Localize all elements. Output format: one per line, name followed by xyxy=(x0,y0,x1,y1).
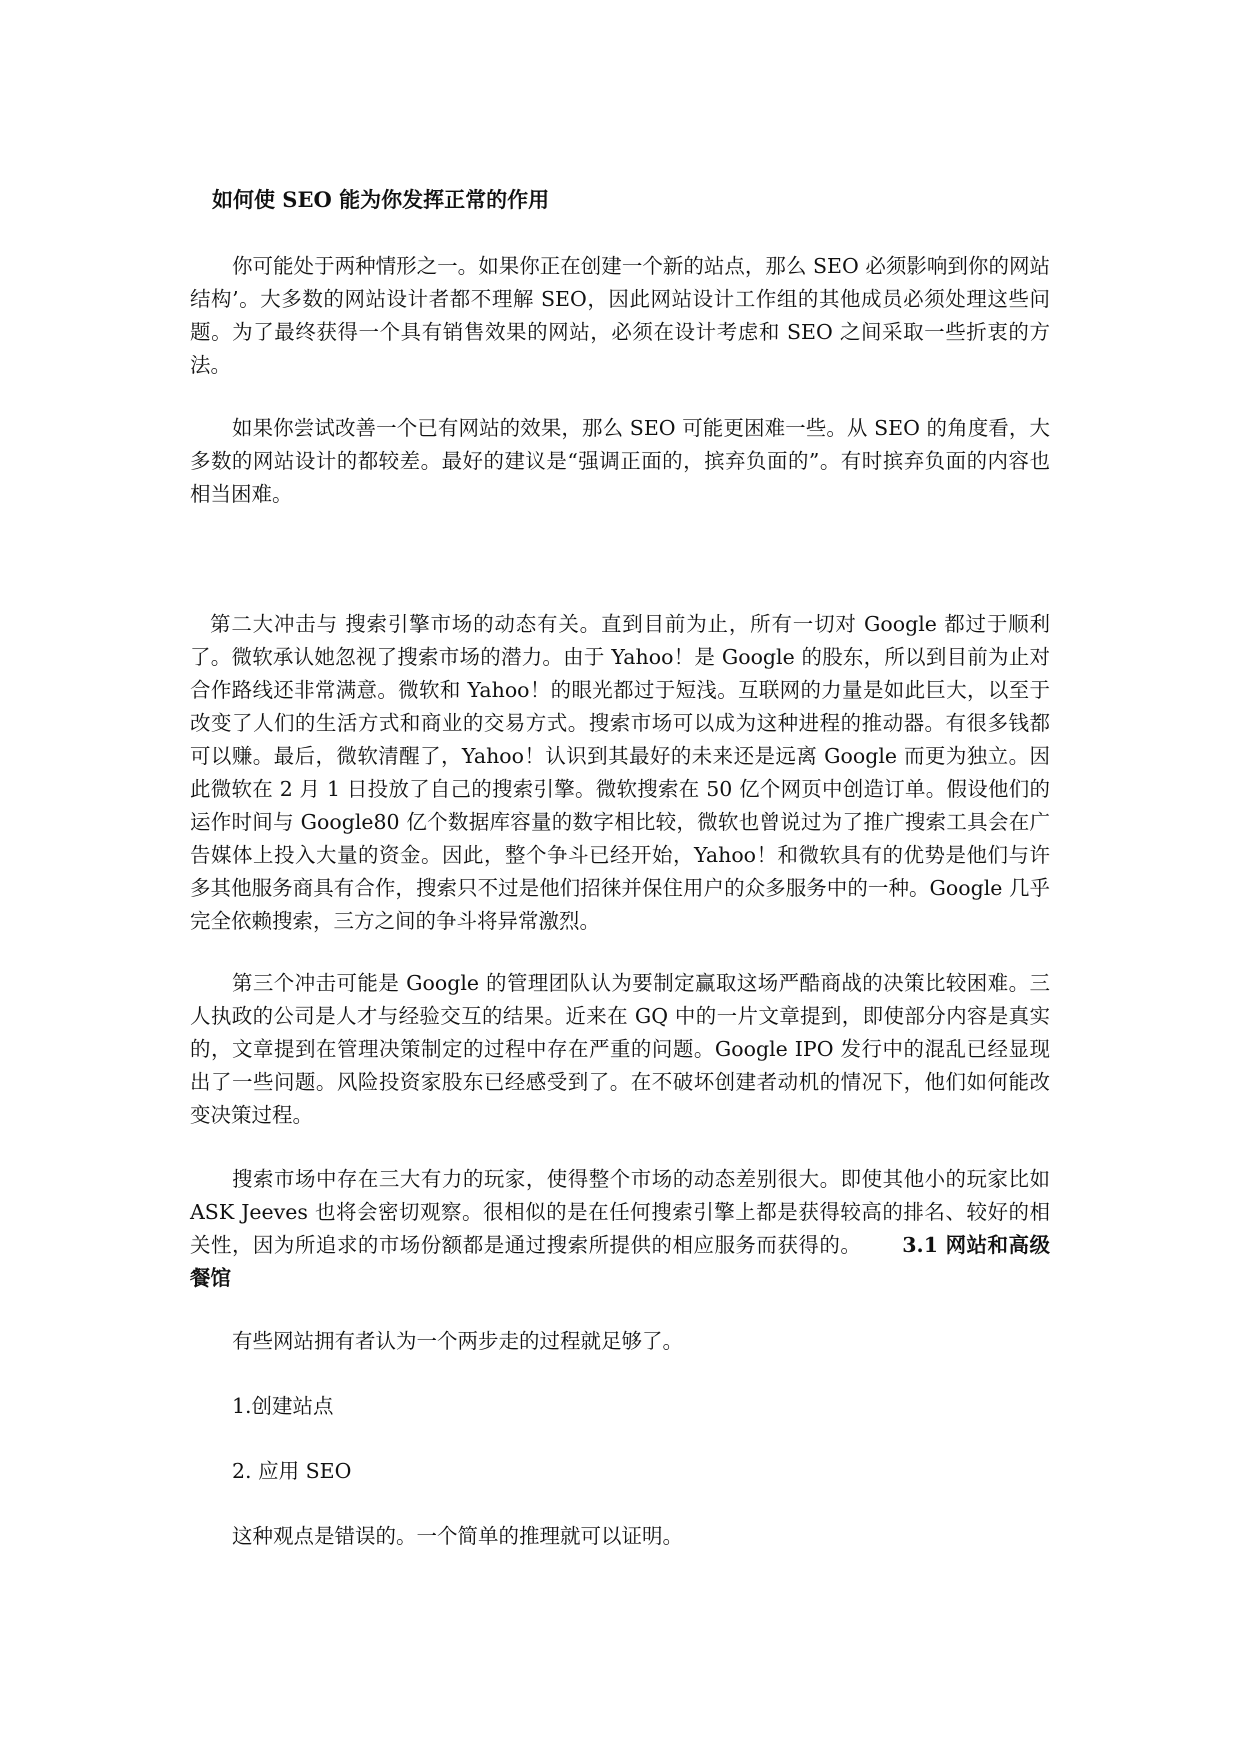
paragraph-new-site: 你可能处于两种情形之一。如果你正在创建一个新的站点，那么 SEO 必须影响到你的网站结构’。大多数的网站设计者都不理解 SEO，因此网站设计工作组的其他成员必须处理这些问题。为了最终获得一个具有销售效果的网站，必须在设计考虑和 SEO 之间采取一些折衷的方法。 xyxy=(190,254,1050,377)
list-item-create-site: 1.创建站点 xyxy=(232,1394,334,1418)
paragraph-existing-site: 如果你尝试改善一个已有网站的效果，那么 SEO 可能更困难一些。从 SEO 的角度看，大多数的网站设计的都较差。最好的建议是“强调正面的，摈弃负面的”。有时摈弃负面的内容也相当困难。 xyxy=(190,416,1050,506)
paragraph-second-impact: 第二大冲击与 搜索引擎市场的动态有关。直到目前为止，所有一切对 Google 都过于顺利了。微软承认她忽视了搜索市场的潜力。由于 Yahoo！是 Google 的股东，所以到目前为止对合作路线还非常满意。微软和 Yahoo！的眼光都过于短浅。互联网的力量是如此巨大，以至于改变了人们的生活方式和商业的交易方式。搜索市场可以成为这种进程的推动器。有很多钱都可以赚。最后，微软清醒了，Yahoo！认识到其最好的未来还是远离 Google 而更为独立。因此微软在 2 月 1 日投放了自己的搜索引擎。微软搜索在 50 亿个网页中创造订单。假设他们的运作时间与 Google80 亿个数据库容量的数字相比较，微软也曾说过为了推广搜索工具会在广告媒体上投入大量的资金。因此，整个争斗已经开始，Yahoo！和微软具有的优势是他们与许多其他服务商具有合作，搜索只不过是他们招徕并保住用户的众多服务中的一种。Google 几乎完全依赖搜索，三方之间的争斗将异常激烈。 xyxy=(190,612,1050,933)
paragraph-search-market xyxy=(190,1163,1050,1295)
line-two-step: 有些网站拥有者认为一个两步走的过程就足够了。 xyxy=(232,1329,683,1353)
section-heading: 3.1 网站和高级餐馆 xyxy=(190,1233,1050,1290)
paragraph-search-market-text: 搜索市场中存在三大有力的玩家，使得整个市场的动态差别很大。即使其他小的玩家比如 ASK Jeeves 也将会密切观察。很相似的是在任何搜索引擎上都是获得较高的排名、较好的相关性，因为所追求的市场份额都是通过搜索所提供的相应服务而获得的。 xyxy=(190,1167,1050,1257)
document-title: 如何使 SEO 能为你发挥正常的作用 xyxy=(212,187,550,212)
list-item-apply-seo: 2. 应用 SEO xyxy=(232,1459,352,1483)
paragraph-third-impact: 第三个冲击可能是 Google 的管理团队认为要制定赢取这场严酷商战的决策比较困难。三人执政的公司是人才与经验交互的结果。近来在 GQ 中的一片文章提到，即使部分内容是真实的，文章提到在管理决策制定的过程中存在严重的问题。Google IPO 发行中的混乱已经显现出了一些问题。风险投资家股东已经感受到了。在不破坏创建者动机的情况下，他们如何能改变决策过程。 xyxy=(190,971,1050,1127)
line-conclusion: 这种观点是错误的。一个简单的推理就可以证明。 xyxy=(232,1524,683,1548)
